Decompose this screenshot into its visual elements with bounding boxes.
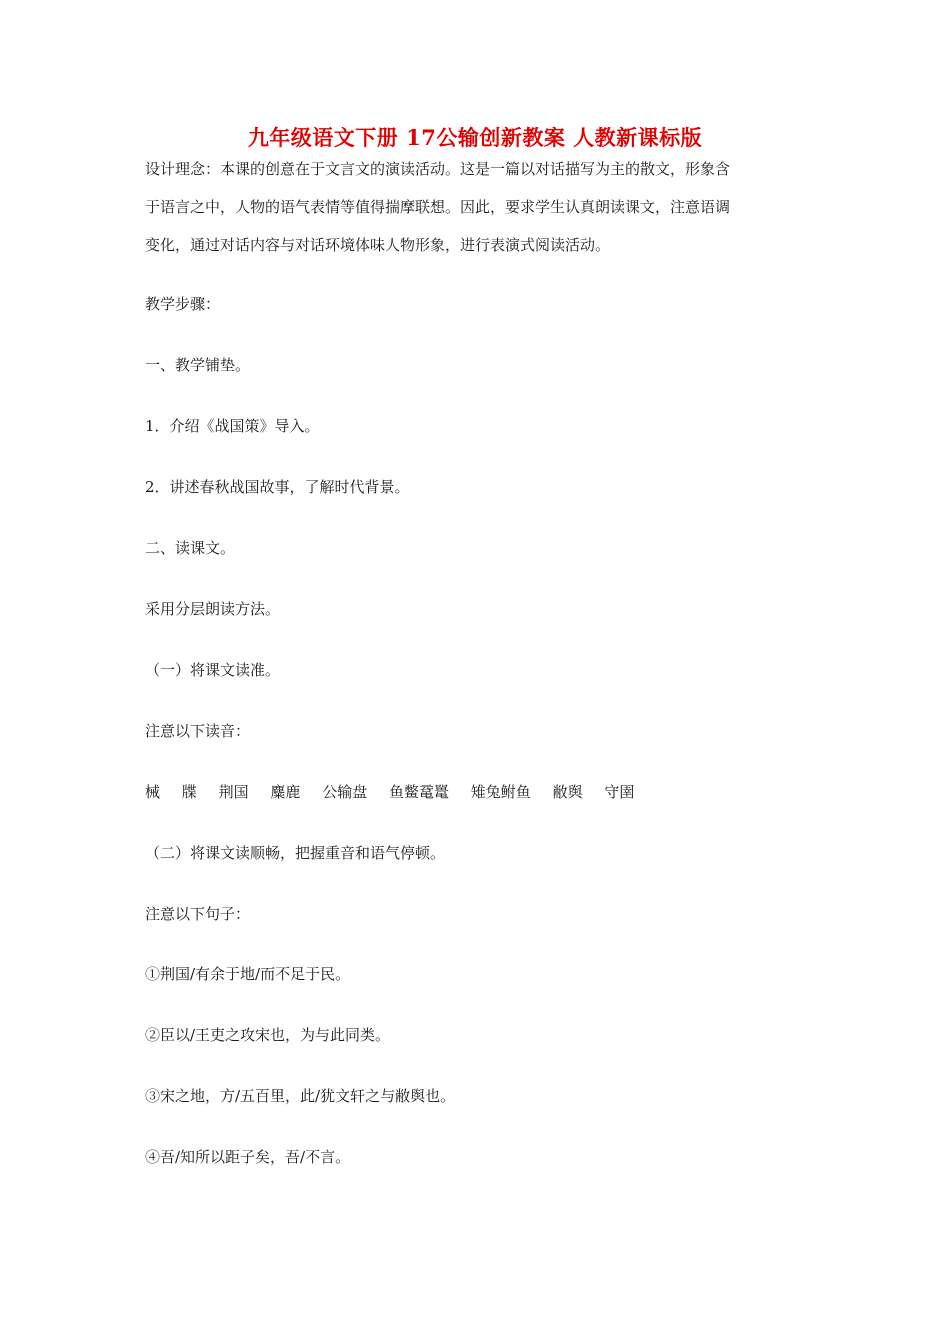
design-concept-paragraph — [145, 150, 810, 264]
intro-line: 于语言之中，人物的语气表情等值得揣摩联想。因此，要求学生认真朗读课文，注意语调 — [145, 198, 731, 216]
list-item: 1．介绍《战国策》导入。 — [145, 417, 320, 435]
pronunciation-word: 牒 — [181, 783, 197, 801]
subsection-heading-1: （一）将课文读准。 — [145, 661, 281, 679]
intro-line: 设计理念：本课的创意在于文言文的演读活动。这是一篇以对话描写为主的散文，形象含 — [145, 160, 731, 178]
intro-line: 变化，通过对话内容与对话环境体味人物形象，进行表演式阅读活动。 — [145, 236, 611, 254]
pronunciation-word: 械 — [145, 783, 161, 801]
pronunciation-word: 雉兔鲋鱼 — [470, 783, 531, 801]
section-heading-2: 二、读课文。 — [145, 539, 236, 557]
steps-heading: 教学步骤： — [145, 295, 221, 313]
list-item: 2．讲述春秋战国故事，了解时代背景。 — [145, 478, 410, 496]
example-sentence: ④吾/知所以距子矣，吾/不言。 — [145, 1148, 351, 1166]
pronunciation-word: 鱼鳖鼋鼍 — [388, 783, 449, 801]
pronunciation-word: 守圉 — [604, 783, 635, 801]
pronunciation-note: 注意以下读音： — [145, 722, 251, 740]
example-sentence: ②臣以/王吏之攻宋也，为与此同类。 — [145, 1026, 391, 1044]
pronunciation-word: 敝舆 — [552, 783, 583, 801]
pronunciation-word: 麋鹿 — [270, 783, 301, 801]
document-title: 九年级语文下册 17公输创新教案 人教新课标版 — [247, 125, 703, 150]
subsection-heading-2: （二）将课文读顺畅，把握重音和语气停顿。 — [145, 844, 446, 862]
reading-method: 采用分层朗读方法。 — [145, 600, 281, 618]
pronunciation-word: 公输盘 — [322, 783, 368, 801]
example-sentence: ①荆国/有余于地/而不足于民。 — [145, 965, 351, 983]
sentence-note: 注意以下句子： — [145, 905, 251, 923]
example-sentence: ③宋之地，方/五百里，此/犹文轩之与敝舆也。 — [145, 1087, 456, 1105]
pronunciation-word-list — [145, 782, 651, 802]
section-heading-1: 一、教学铺垫。 — [145, 356, 251, 374]
pronunciation-word: 荆国 — [218, 783, 249, 801]
